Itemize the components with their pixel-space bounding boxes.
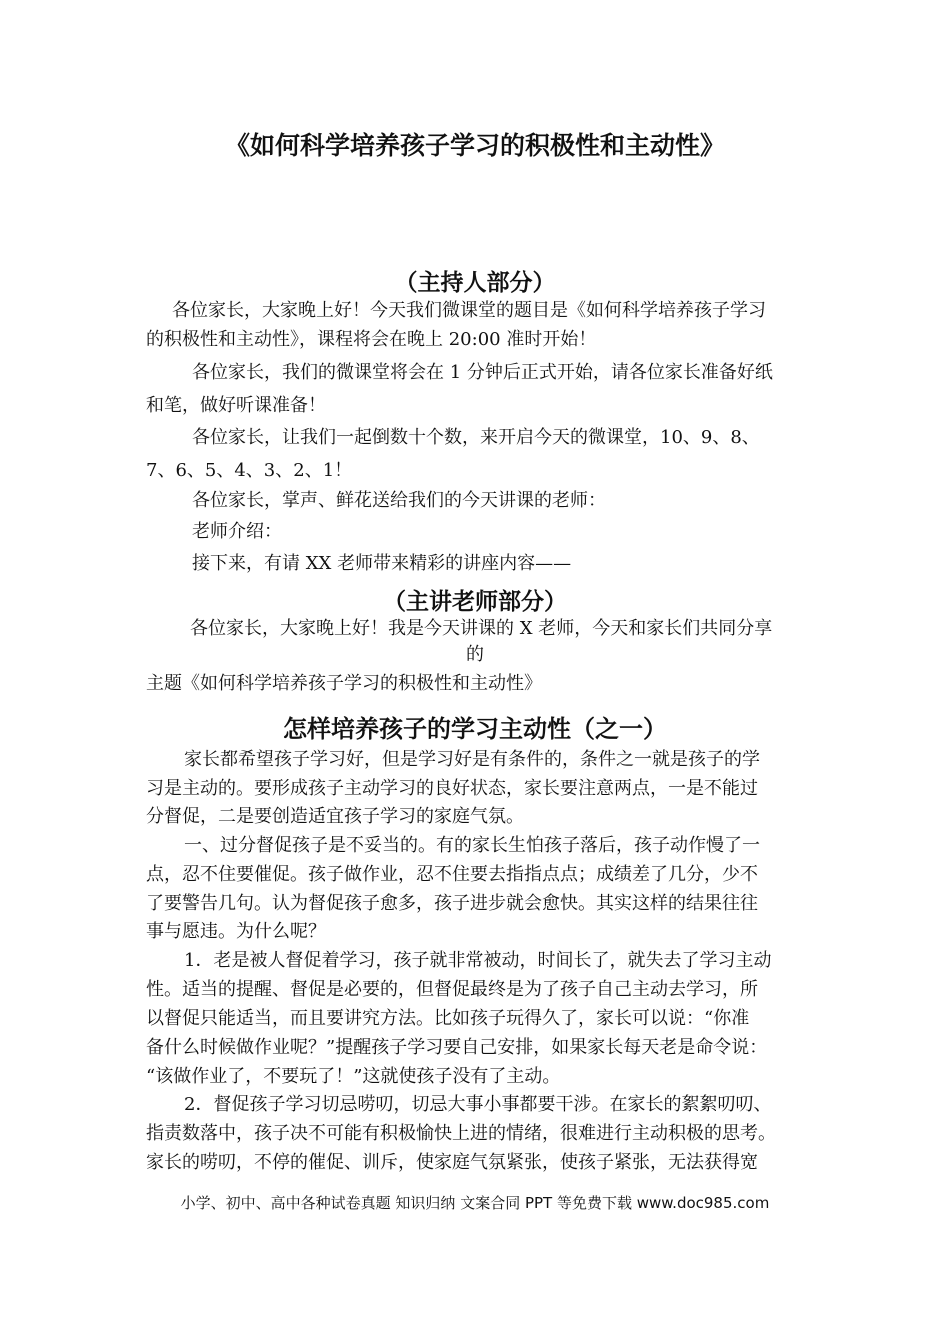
paragraph-line: 了要警告几句。认为督促孩子愈多，孩子进步就会愈快。其实这样的结果往往 (146, 893, 758, 914)
paragraph-line: 各位家长，大家晚上好！今天我们微课堂的题目是《如何科学培养孩子学习 (172, 300, 766, 321)
paragraph-line: 老师介绍： (192, 521, 282, 542)
paragraph-line: 各位家长，让我们一起倒数十个数，来开启今天的微课堂，10、9、8、 (192, 427, 760, 448)
paragraph-line: 各位家长，大家晚上好！我是今天讲课的 X 老师，今天和家长们共同分享 (190, 618, 773, 639)
paragraph-line: 指责数落中，孩子决不可能有积极愉快上进的情绪，很难进行主动积极的思考。 (146, 1123, 776, 1144)
paragraph-line: 点，忍不住要催促。孩子做作业，忍不住要去指指点点；成绩差了几分，少不 (146, 864, 758, 885)
teacher-section-heading: （主讲老师部分） (383, 589, 567, 615)
paragraph-line: 性。适当的提醒、督促是必要的，但督促最终是为了孩子自己主动去学习，所 (146, 979, 758, 1000)
paragraph-line: 家长都希望孩子学习好，但是学习好是有条件的，条件之一就是孩子的学 (184, 749, 760, 770)
paragraph-line: 的积极性和主动性》，课程将会在晚上 20:00 准时开始！ (146, 329, 597, 350)
article-heading: 怎样培养孩子的学习主动性（之一） (283, 715, 667, 743)
document-title: 《如何科学培养孩子学习的积极性和主动性》 (224, 131, 725, 160)
paragraph-line: 的 (466, 644, 484, 665)
paragraph-line: 和笔，做好听课准备！ (146, 395, 326, 416)
host-section-heading: （主持人部分） (394, 270, 556, 296)
paragraph-line: 事与愿违。为什么呢？ (146, 921, 326, 942)
paragraph-line: 习是主动的。要形成孩子主动学习的良好状态，家长要注意两点，一是不能过 (146, 778, 758, 799)
paragraph-line: 1．老是被人督促着学习，孩子就非常被动，时间长了，就失去了学习主动 (184, 950, 772, 971)
paragraph-line: 各位家长，掌声、鲜花送给我们的今天讲课的老师： (192, 490, 606, 511)
paragraph-line: 主题《如何科学培养孩子学习的积极性和主动性》 (146, 673, 542, 694)
page-footer: 小学、初中、高中各种试卷真题 知识归纳 文案合同 PPT 等免费下载 www.doc985.com (180, 1194, 770, 1212)
paragraph-line: 一、过分督促孩子是不妥当的。有的家长生怕孩子落后，孩子动作慢了一 (184, 835, 760, 856)
paragraph-line: 各位家长，我们的微课堂将会在 1 分钟后正式开始，请各位家长准备好纸 (192, 362, 773, 383)
paragraph-line: 7、6、5、4、3、2、1！ (146, 460, 353, 481)
paragraph-line: 分督促，二是要创造适宜孩子学习的家庭气氛。 (146, 806, 524, 827)
paragraph-line: 2．督促孩子学习切忌唠叨，切忌大事小事都要干涉。在家长的絮絮叨叨、 (184, 1094, 772, 1115)
paragraph-line: 备什么时候做作业呢？”提醒孩子学习要自己安排，如果家长每天老是命令说： (146, 1037, 768, 1058)
paragraph-line: “该做作业了，不要玩了！”这就使孩子没有了主动。 (146, 1066, 561, 1087)
paragraph-line: 接下来，有请 XX 老师带来精彩的讲座内容—— (192, 553, 572, 574)
paragraph-line: 以督促只能适当，而且要讲究方法。比如孩子玩得久了，家长可以说：“你准 (146, 1008, 750, 1029)
paragraph-line: 家长的唠叨，不停的催促、训斥，使家庭气氛紧张，使孩子紧张，无法获得宽 (146, 1152, 758, 1173)
